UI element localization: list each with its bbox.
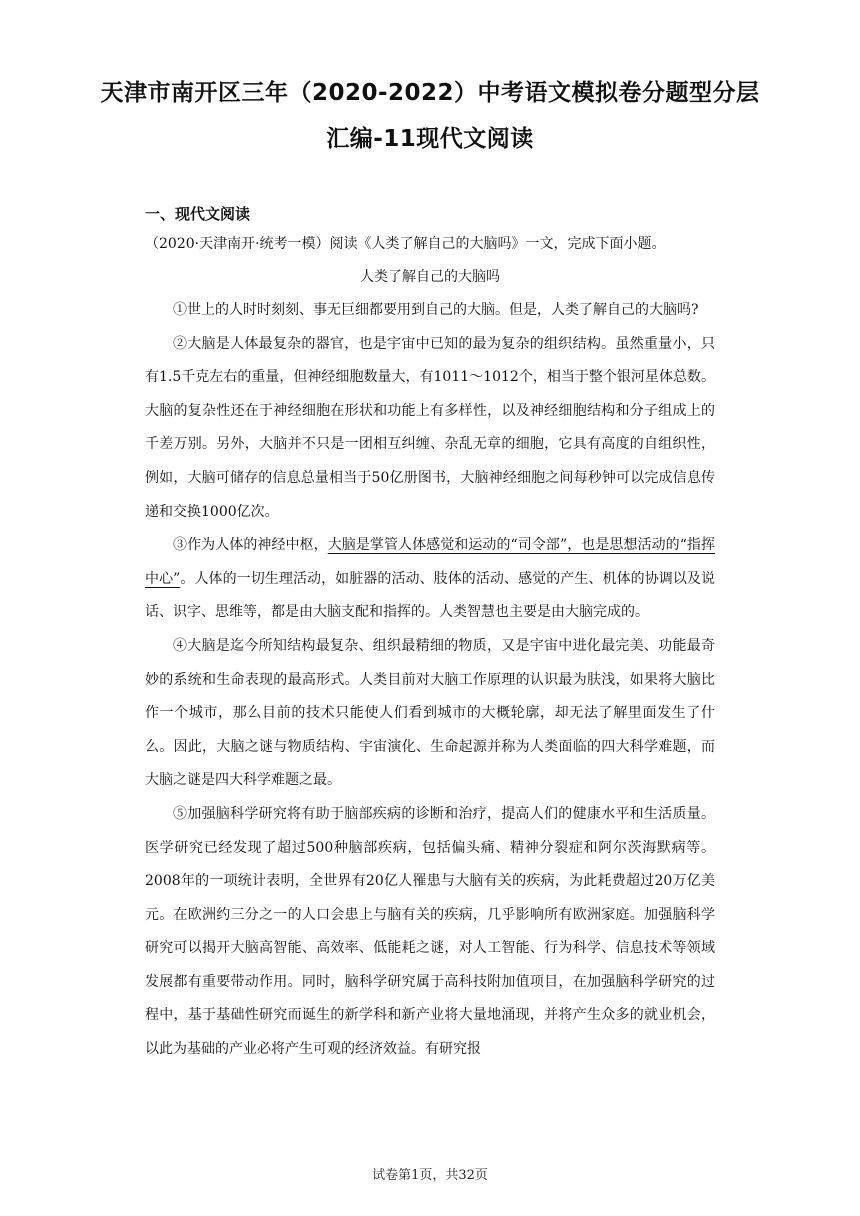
underlined-sentence: 大脑是掌管人体感觉和运动的“司令部”，也是思想活动的“指挥中心” [145,537,715,587]
article-body [145,294,715,1067]
document-title-line-1: 天津市南开区三年（2020-2022）中考语文模拟卷分题型分层 [100,80,760,106]
paragraph-5: ⑤加强脑科学研究将有助于脑部疾病的诊断和治疗，提高人们的健康水平和生活质量。医学研究已经发现了超过500种脑部疾病，包括偏头痛、精神分裂症和阿尔茨海默病等。2008年的一项统计表明，全世界有20亿人罹患与大脑有关的疾病，为此耗费超过20万亿美元。在欧洲约三分之一的人口会患上与脑有关的疾病，几乎影响所有欧洲家庭。加强脑科学研究可以揭开大脑高智能、高效率、低能耗之谜，对人工智能、行为科学、信息技术等领域发展都有重要带动作用。同时，脑科学研究属于高科技附加值项目，在加强脑科学研究的过程中，基于基础性研究而诞生的新学科和新产业将大量地涌现，并将产生众多的就业机会，以此为基础的产业必将产生可观的经济效益。有研究报 [145,805,715,1058]
paragraph-3-rest: 。人体的一切生理活动，如脏器的活动、肢体的活动、感觉的产生、机体的协调以及说话、识字、思维等，都是由大脑支配和指挥的。人类智慧也主要是由大脑完成的。 [145,570,715,621]
section-heading: 一、现代文阅读 [145,205,251,223]
paragraph-3 [145,529,715,630]
article-title: 人类了解自己的大脑吗 [360,269,500,285]
paragraph-1: ①世上的人时时刻刻、事无巨细都要用到自己的大脑。但是，人类了解自己的大脑吗? [173,302,699,318]
source-note: （2020·天津南开·统考一模）阅读《人类了解自己的大脑吗》一文，完成下面小题。 [145,236,666,252]
paragraph-2: ②大脑是人体最复杂的器官，也是宇宙中已知的最为复杂的组织结构。虽然重量小，只有1.5千克左右的重量，但神经细胞数量大，有1011～1012个，相当于整个银河星体总数。大脑的复杂性还在于神经细胞在形状和功能上有多样性，以及神经细胞结构和分子组成上的千差万别。另外，大脑并不只是一团相互纠缠、杂乱无章的细胞，它具有高度的自组织性，例如，大脑可储存的信息总量相当于50亿册图书，大脑神经细胞之间每秒钟可以完成信息传递和交换1000亿次。 [145,335,715,520]
document-title-line-2: 汇编-11现代文阅读 [326,126,534,152]
paragraph-4: ④大脑是迄今所知结构最复杂、组织最精细的物质，又是宇宙中进化最完美、功能最奇妙的系统和生命表现的最高形式。人类目前对大脑工作原理的认识最为肤浅，如果将大脑比作一个城市，那么目前的技术只能使人们看到城市的大概轮廓，却无法了解里面发生了什么。因此，大脑之谜与物质结构、宇宙演化、生命起源并称为人类面临的四大科学难题，而大脑之谜是四大科学难题之最。 [145,637,715,789]
paragraph-3-lead: ③作为人体的神经中枢， [173,537,328,554]
page-footer: 试卷第1页，共32页 [372,1168,488,1183]
